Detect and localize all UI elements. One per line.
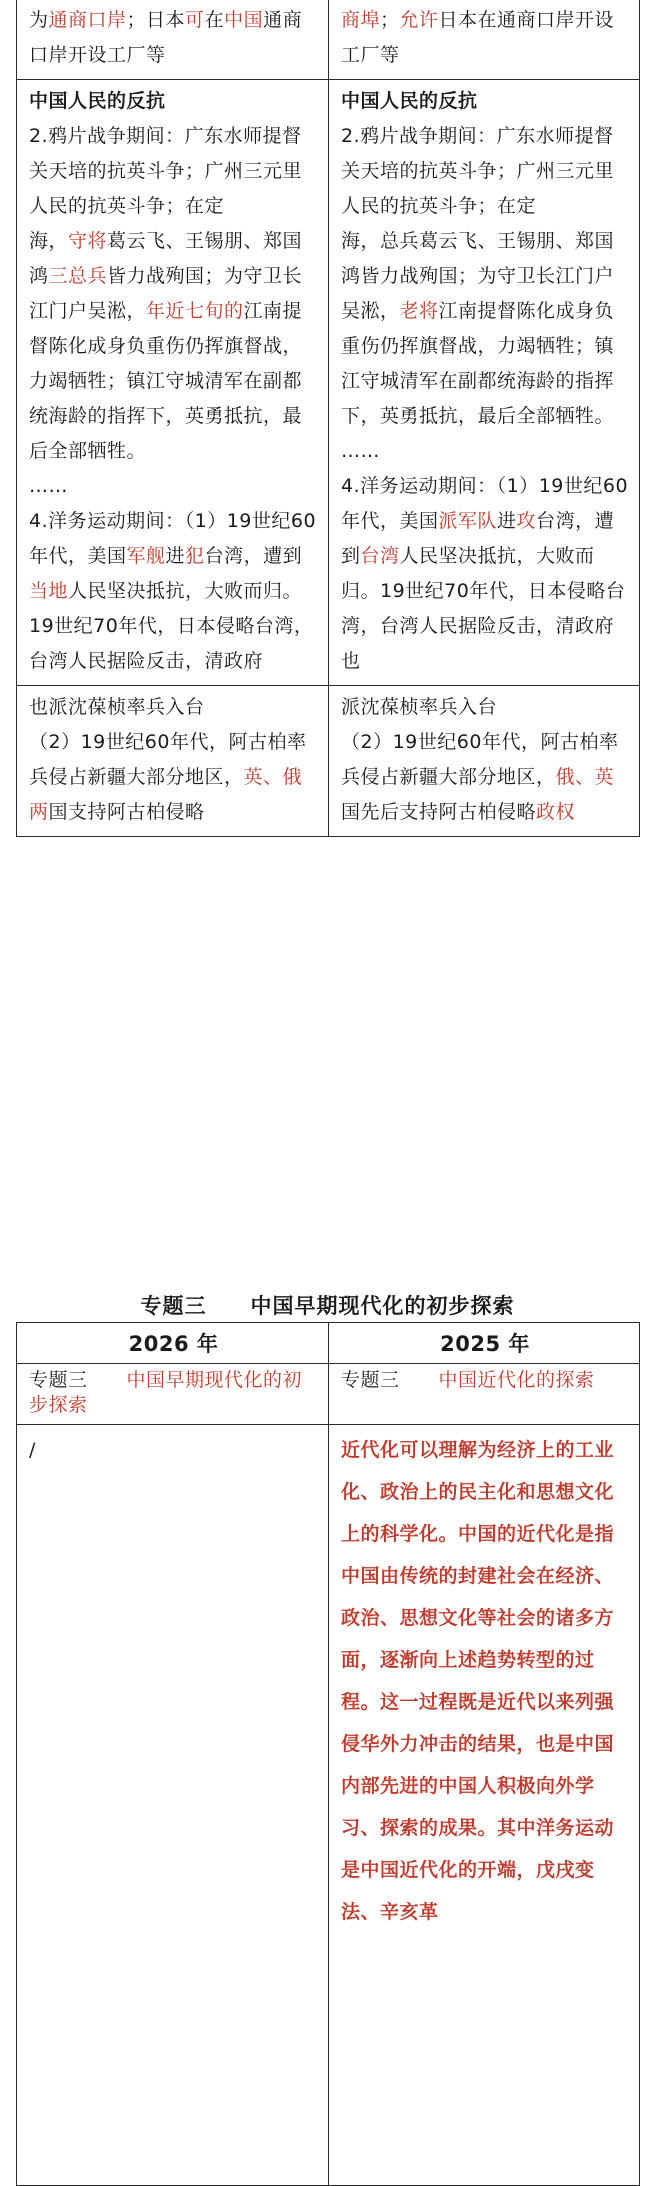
- text-run: 江南提督陈化成身负重伤仍挥旗督战，力竭牺牲；镇江守城清军在副都统海龄的指挥下，英勇抵抗，最后全部牺牲。: [29, 300, 303, 462]
- rich-text: [341, 690, 629, 830]
- text-run: 也派沈葆桢率兵入台: [29, 696, 205, 718]
- highlighted-text: 可: [185, 9, 205, 31]
- highlighted-text: 中国近代化的探索: [438, 1369, 595, 1391]
- highlighted-text: 守将: [68, 230, 108, 252]
- text-run: 2.鸦片战争期间：广东水师提督关天培的抗英斗争；广州三元里人民的抗英斗争；在定: [341, 125, 615, 217]
- section-title: 专题三 中国早期现代化的初步探索: [140, 1294, 515, 1318]
- table-row: [17, 0, 639, 79]
- cell-right: [328, 80, 639, 685]
- text-run: 4.洋务运动期间：（1）19世纪60年代，美国: [29, 510, 317, 567]
- rich-text: [341, 3, 629, 73]
- highlighted-text: 攻: [516, 510, 537, 532]
- highlighted-text: 政权: [536, 801, 576, 823]
- comparison-table-top: [16, 0, 640, 837]
- text-run: ……: [29, 475, 68, 497]
- highlighted-text: 老将: [399, 300, 439, 322]
- cell-left: [17, 686, 328, 836]
- text-run: 进: [497, 510, 517, 532]
- text-run: 人民坚决抵抗，大败而归。19世纪70年代，日本侵略台湾，台湾人民据险反击，清政府: [29, 580, 314, 672]
- table-row: [17, 1363, 639, 1424]
- text-run: 2.鸦片战争期间：广东水师提督关天培的抗英斗争；广州三元里人民的抗英斗争；在定: [29, 125, 303, 217]
- text-run: 海，: [29, 230, 69, 252]
- cell-left: [17, 80, 328, 685]
- text-run: 4.洋务运动期间：（1）19世纪60年代，美国: [341, 475, 629, 532]
- cell-right: [328, 686, 639, 836]
- text-run: ；: [380, 9, 400, 31]
- cell-left: /: [29, 1439, 36, 1461]
- highlighted-text: 当地: [29, 580, 69, 602]
- highlighted-text: 中国早期现代化的初步探索: [29, 1369, 303, 1416]
- text-run: ；日本: [126, 9, 186, 31]
- highlighted-text: 年近七旬的: [146, 300, 244, 322]
- highlighted-text: 英、俄两: [29, 766, 303, 823]
- cell-left: [17, 1364, 328, 1424]
- table-row: [17, 685, 639, 836]
- table-header-row: [17, 1323, 639, 1363]
- cell-right: [328, 0, 639, 79]
- text-run: 在: [204, 9, 225, 31]
- cell-heading: 中国人民的反抗: [29, 90, 166, 112]
- highlighted-text: 台湾: [360, 545, 400, 567]
- cell-left: [17, 0, 328, 79]
- highlighted-text: 商埠: [341, 9, 381, 31]
- cell-right: 近代化可以理解为经济上的工业化、政治上的民主化和思想文化上的科学化。中国的近代化是指中国由传统的封建社会在经济、政治、思想文化等社会的诸多方面，逐渐向上述趋势转型的过程。这一过程既是近代以来列强侵华外力冲击的结果，也是中国内部先进的中国人积极向外学习、探索的成果。其中洋务运动是中国近代化的开端，戊戌变法、辛亥革: [328, 1425, 639, 2185]
- text-run: 葛云飞、王锡朋、郑国鸿: [29, 230, 303, 287]
- rich-text: [341, 1368, 629, 1393]
- text-run: 为: [29, 9, 49, 31]
- text-run: 派沈葆桢率兵入台: [341, 696, 498, 718]
- text-run: 专题三: [29, 1369, 127, 1391]
- text-run: （2）19世纪60年代，阿古柏率兵侵占新疆大部分地区，: [29, 731, 307, 788]
- table-row: [17, 79, 639, 685]
- text-run: 台湾，遭到: [341, 510, 615, 567]
- text-run: 通商口岸开设工厂等: [29, 9, 303, 66]
- highlighted-text: 三总兵: [48, 265, 108, 287]
- text-run: 皆力战殉国；为守卫长江门户吴淞，: [29, 265, 303, 322]
- rich-text: [29, 119, 318, 679]
- cell-right: [328, 1364, 639, 1424]
- highlighted-text: 允许: [399, 9, 439, 31]
- comparison-table-bottom: [16, 1322, 640, 2186]
- highlighted-text: 通商口岸: [48, 9, 127, 31]
- text-run: ……: [341, 440, 380, 462]
- text-run: 国支持阿古柏侵略: [48, 801, 205, 823]
- rich-text: [29, 1368, 318, 1418]
- text-run: 海，总兵葛云飞、王锡朋、郑国鸿皆力战殉国；为守卫长江门户吴淞，: [341, 230, 615, 322]
- rich-text: [29, 3, 318, 73]
- highlighted-text: 俄、英: [555, 766, 615, 788]
- text-run: 人民坚决抵抗，大败而归。19世纪70年代，日本侵略台湾，台湾人民据险反击，清政府也: [341, 545, 626, 672]
- highlighted-text: 派军队: [438, 510, 498, 532]
- rich-text: [29, 690, 318, 830]
- text-run: 专题三: [341, 1369, 439, 1391]
- text-run: 日本在通商口岸开设工厂等: [341, 9, 615, 66]
- rich-text: [341, 119, 629, 679]
- text-run: 台湾，遭到: [204, 545, 303, 567]
- highlighted-text: 中国: [224, 9, 264, 31]
- header-2026: 2026 年: [128, 1332, 219, 1356]
- highlighted-text: 军舰: [126, 545, 166, 567]
- text-run: （2）19世纪60年代，阿古柏率兵侵占新疆大部分地区，: [341, 731, 619, 788]
- header-2025: 2025 年: [328, 1323, 639, 1363]
- text-run: 进: [165, 545, 186, 567]
- cell-heading: 中国人民的反抗: [341, 90, 478, 112]
- text-run: 国先后支持阿古柏侵略: [341, 801, 537, 823]
- text-run: 江南提督陈化成身负重伤仍挥旗督战，力竭牺牲；镇江守城清军在副都统海龄的指挥下，英勇抵抗，最后全部牺牲。: [341, 300, 615, 427]
- table-row: [17, 1424, 639, 2185]
- highlighted-text: 犯: [185, 545, 205, 567]
